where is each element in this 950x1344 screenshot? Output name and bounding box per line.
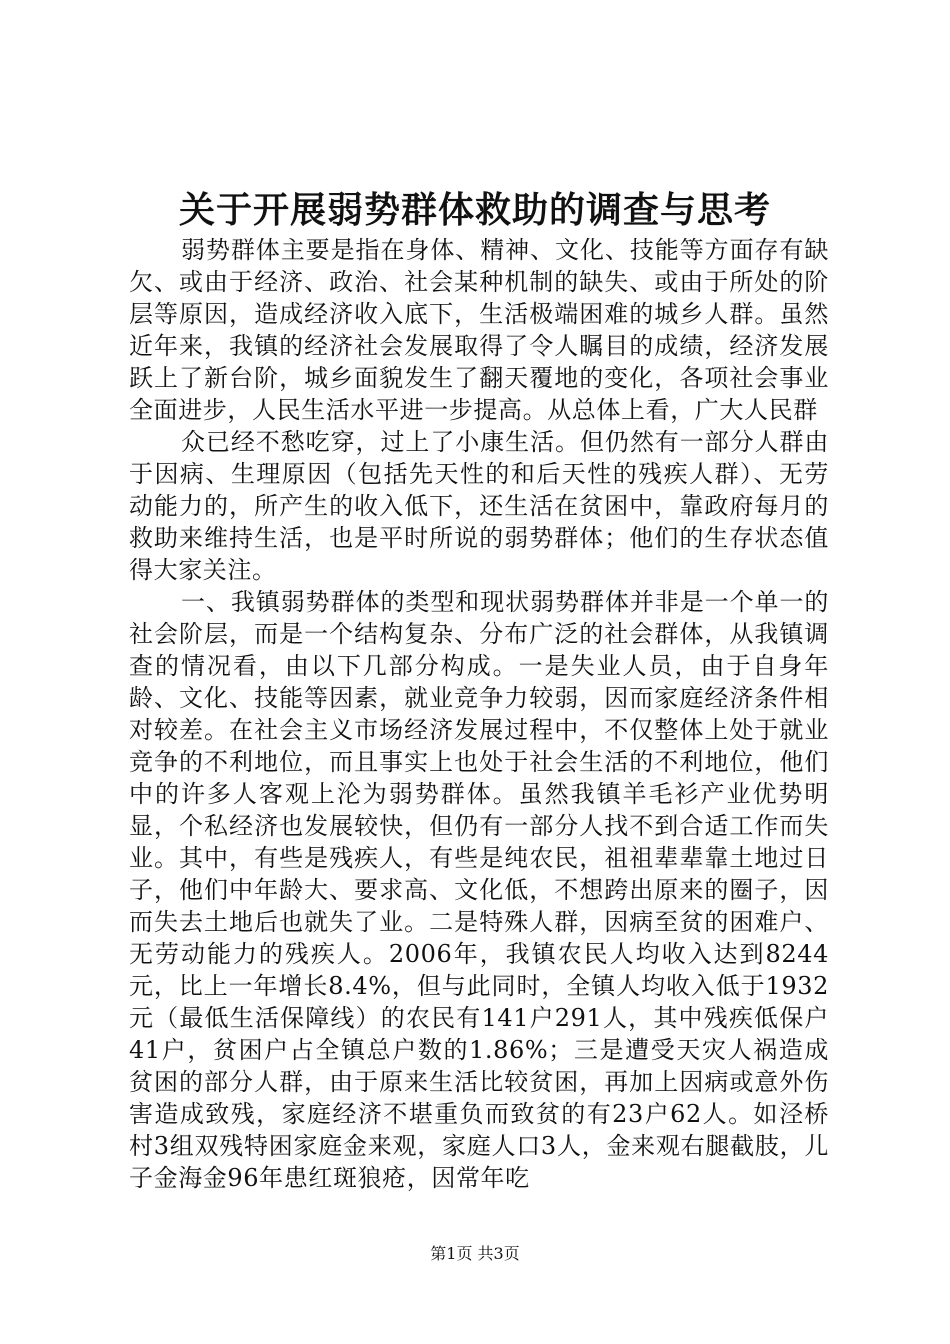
paragraph-continuation: 众已经不愁吃穿，过上了小康生活。但仍然有一部分人群由于因病、生理原因（包括先天性的和后天性的残疾人群）、无劳动能力的，所产生的收入低下，还生活在贫困中，靠政府每月的救助来维持生活，也是平时所说的弱势群体；他们的生存状态值得大家关注。: [129, 428, 829, 584]
paragraph-section-one: 一、我镇弱势群体的类型和现状弱势群体并非是一个单一的社会阶层，而是一个结构复杂、分布广泛的社会群体，从我镇调查的情况看，由以下几部分构成。一是失业人员，由于自身年龄、文化、技能等因素，就业竞争力较弱，因而家庭经济条件相对较差。在社会主义市场经济发展过程中，不仅整体上处于就业竞争的不利地位，而且事实上也处于社会生活的不利地位，他们中的许多人客观上沦为弱势群体。虽然我镇羊毛衫产业优势明显，个私经济也发展较快，但仍有一部分人找不到合适工作而失业。其中，有些是残疾人，有些是纯农民，祖祖辈辈靠土地过日子，他们中年龄大、要求高、文化低，不想跨出原来的圈子，因而失去土地后也就失了业。二是特殊人群，因病至贫的困难户、无劳动能力的残疾人。2006年，我镇农民人均收入达到8244元，比上一年增长8.4%，但与此同时，全镇人均收入低于1932元（最低生活保障线）的农民有141户291人，其中残疾低保户41户，贫困户占全镇总户数的1.86%；三是遭受天灾人祸造成贫困的部分人群，由于原来生活比较贫困，再加上因病或意外伤害造成致残，家庭经济不堪重负而致贫的有23户62人。如泾桥村3组双残特困家庭金来观，家庭人口3人，金来观右腿截肢，儿子金海金96年患红斑狼疮，因常年吃: [129, 588, 829, 1192]
document-body: [129, 234, 829, 1194]
page-footer: 第1页 共3页: [430, 1244, 520, 1263]
paragraph-intro: 弱势群体主要是指在身体、精神、文化、技能等方面存有缺欠、或由于经济、政治、社会某种机制的缺失、或由于所处的阶层等原因，造成经济收入底下，生活极端困难的城乡人群。虽然近年来，我镇的经济社会发展取得了令人瞩目的成绩，经济发展跃上了新台阶，城乡面貌发生了翻天覆地的变化，各项社会事业全面进步，人民生活水平进一步提高。从总体上看，广大人民群: [129, 236, 829, 424]
document-title: 关于开展弱势群体救助的调查与思考: [178, 189, 771, 231]
